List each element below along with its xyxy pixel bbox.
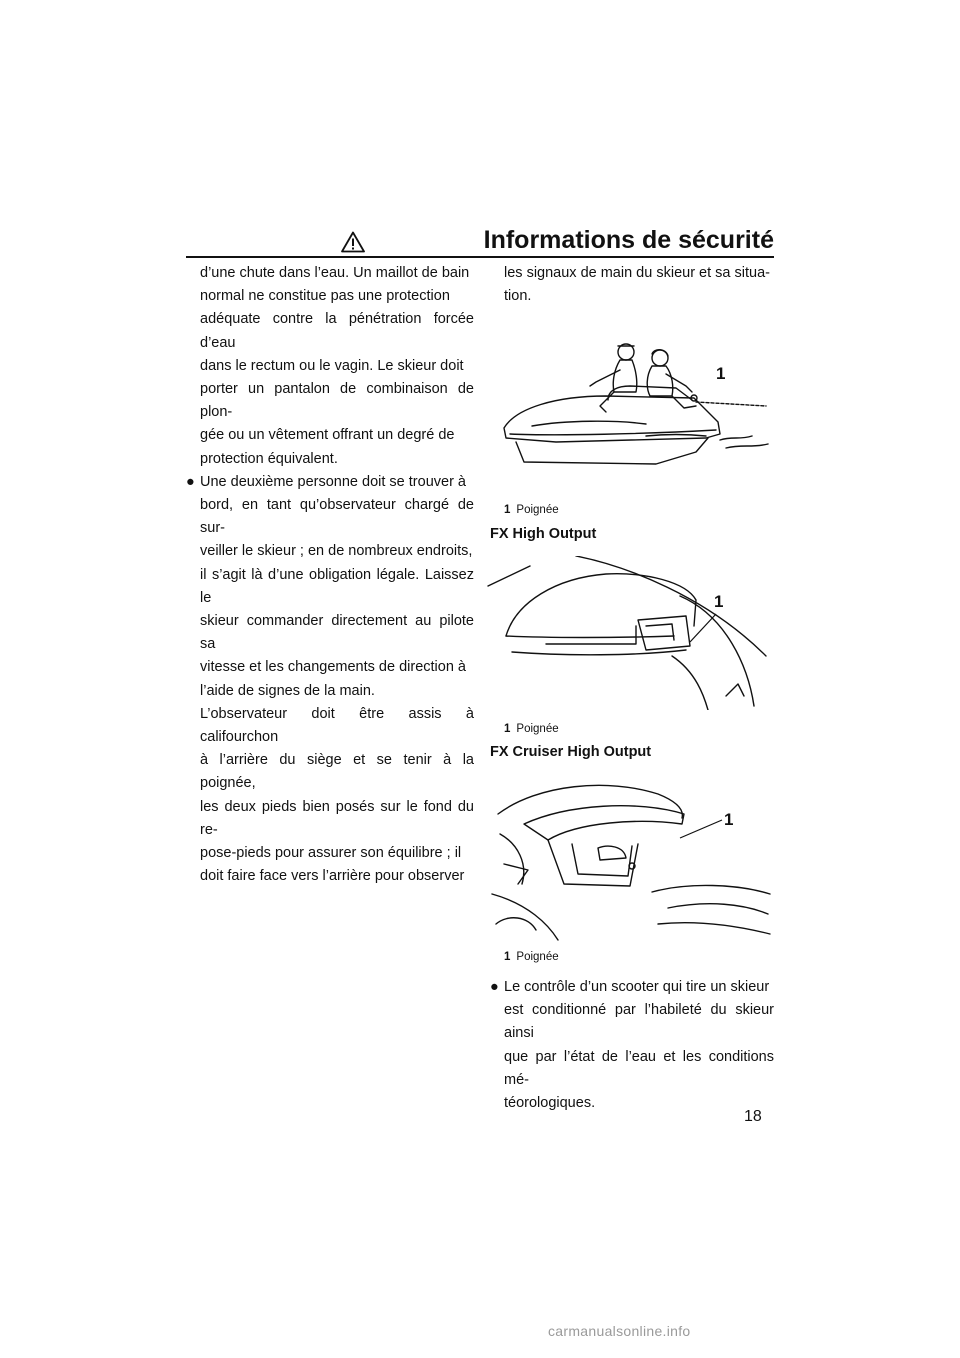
text-line: tion. bbox=[504, 288, 532, 305]
caption-number: 1 bbox=[504, 951, 511, 963]
left-column bbox=[186, 262, 474, 888]
figure-2-caption bbox=[504, 722, 559, 736]
text-line: il s’agit là d’une obligation légale. Laissez le bbox=[200, 566, 474, 606]
watermark: carmanualsonline.info bbox=[548, 1323, 691, 1339]
text-line: doit faire face vers l’arrière pour observer bbox=[200, 868, 465, 885]
page-title: Informations de sécurité bbox=[483, 226, 774, 254]
text-line: d’une chute dans l’eau. Un maillot de bain bbox=[200, 265, 470, 281]
right-column-bottom bbox=[490, 976, 774, 1115]
continuation-paragraph bbox=[490, 262, 774, 308]
text-line: Le contrôle d’un scooter qui tire un skieur bbox=[504, 979, 770, 995]
figure-1-callout: 1 bbox=[716, 364, 726, 383]
fx-high-output-handle-illustration bbox=[486, 556, 772, 710]
bullet-observer bbox=[186, 471, 474, 703]
caption-text: Poignée bbox=[516, 723, 559, 735]
text-line: Une deuxième personne doit se trouver à bbox=[200, 473, 466, 490]
figure-3-caption bbox=[504, 950, 559, 964]
text-line: téorologiques. bbox=[504, 1095, 596, 1112]
watercraft-riders-illustration bbox=[496, 330, 772, 474]
figure-3-callout: 1 bbox=[724, 810, 734, 829]
warning-triangle-icon bbox=[341, 231, 365, 253]
caption-text: Poignée bbox=[516, 951, 559, 963]
caption-number: 1 bbox=[504, 504, 511, 516]
text-line: porter un pantalon de combinaison de plon- bbox=[200, 381, 474, 421]
text-line: veiller le skieur ; en de nombreux endroits, bbox=[200, 543, 473, 560]
caption-text: Poignée bbox=[516, 504, 559, 516]
text-line: L’observateur doit être assis à califourchon bbox=[200, 705, 474, 746]
text-line: les signaux de main du skieur et sa situa- bbox=[504, 265, 770, 281]
figure-3-leader-line bbox=[678, 818, 724, 842]
header-rule bbox=[186, 256, 774, 258]
text-line: protection équivalent. bbox=[200, 450, 338, 467]
bullet-conditions bbox=[490, 976, 774, 1115]
caption-number: 1 bbox=[504, 723, 511, 735]
figure-1-caption bbox=[504, 503, 559, 517]
text-line: gée ou un vêtement offrant un degré de bbox=[200, 427, 455, 444]
text-line: normal ne constitue pas une protection bbox=[200, 288, 450, 305]
fx-cruiser-high-output-handle-illustration bbox=[488, 774, 774, 942]
figure-3-heading: FX Cruiser High Output bbox=[490, 744, 652, 760]
figure-2-heading: FX High Output bbox=[490, 526, 597, 542]
text-line: bord, en tant qu’observateur chargé de sur- bbox=[200, 497, 474, 537]
text-line: dans le rectum ou le vagin. Le skieur doit bbox=[200, 357, 464, 374]
intro-paragraph bbox=[186, 262, 474, 471]
page-number: 18 bbox=[744, 1108, 762, 1125]
text-line: à l’arrière du siège et se tenir à la poignée, bbox=[200, 752, 474, 792]
text-line: l’aide de signes de la main. bbox=[200, 682, 375, 699]
bullet-icon: ● bbox=[186, 473, 195, 490]
figure-2-callout: 1 bbox=[714, 592, 724, 611]
text-line: adéquate contre la pénétration forcée d’eau bbox=[200, 311, 474, 351]
figure-2-leader-line bbox=[688, 612, 718, 644]
bullet-icon: ● bbox=[490, 979, 499, 995]
text-line: skieur commander directement au pilote sa bbox=[200, 613, 474, 653]
observer-paragraph bbox=[186, 703, 474, 889]
text-line: pose-pieds pour assurer son équilibre ; il bbox=[200, 845, 462, 862]
right-column-top bbox=[490, 262, 774, 308]
page-header bbox=[186, 224, 774, 256]
text-line: est conditionné par l’habileté du skieur ainsi bbox=[504, 1002, 774, 1042]
text-line: que par l’état de l’eau et les conditions mé- bbox=[504, 1048, 774, 1088]
text-line: vitesse et les changements de direction à bbox=[200, 659, 466, 676]
text-line: les deux pieds bien posés sur le fond du re- bbox=[200, 798, 474, 838]
